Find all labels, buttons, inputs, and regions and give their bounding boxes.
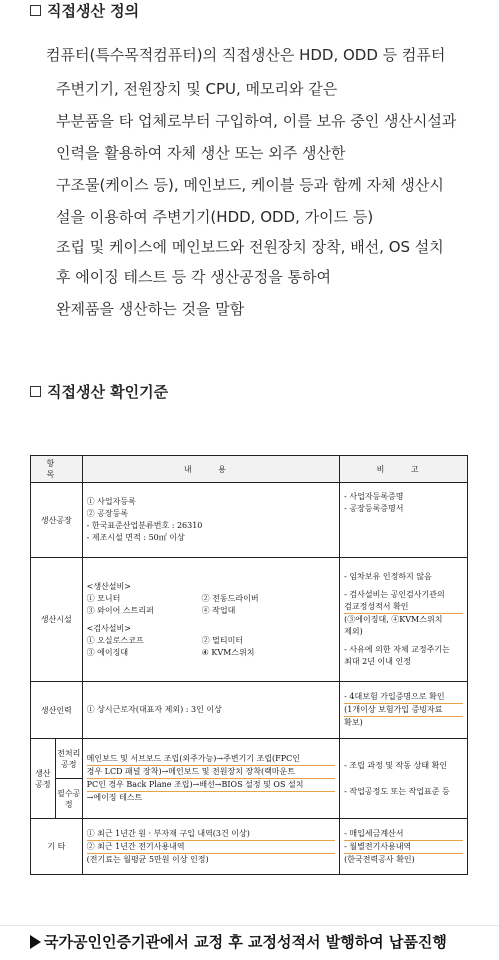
criteria-table bbox=[30, 455, 468, 875]
section-title-criteria bbox=[30, 381, 168, 402]
paragraph-line: 구조물(케이스 등), 메인보드, 케이블 등과 함께 자체 생산시 bbox=[56, 176, 444, 194]
content-line: ② 공장등록 bbox=[86, 509, 129, 518]
note-line: - 월별전기사용내역 bbox=[344, 841, 463, 854]
footer-banner bbox=[0, 925, 499, 960]
row-label: 생산시설 bbox=[31, 558, 83, 682]
row-content bbox=[82, 483, 340, 558]
table-row bbox=[31, 483, 468, 558]
content-line: - 한국표준산업분류번호 : 26310 bbox=[86, 521, 203, 530]
note-line: - 4대보험 가입증명으로 확인 bbox=[344, 691, 463, 704]
footer-divider bbox=[0, 925, 499, 926]
equipment-item: ② 멀티미터 bbox=[201, 635, 244, 645]
header-note: 비 고 bbox=[340, 456, 468, 483]
note-line: (1개이상 보험가입 증빙자료 bbox=[344, 704, 463, 717]
paragraph-line: 부분품을 타 업체로부터 구입하여, 이를 보유 중인 생산시설과 bbox=[56, 112, 457, 130]
group-heading: <생산설비> bbox=[86, 581, 131, 591]
paragraph-line: 인력을 활용하여 자체 생산 또는 외주 생산한 bbox=[56, 144, 346, 162]
note-line: - 사업자등록증명 bbox=[344, 492, 404, 501]
row-note bbox=[340, 819, 468, 875]
note-line: 확보) bbox=[344, 718, 363, 727]
paragraph-line: 컴퓨터(특수목적컴퓨터)의 직접생산은 HDD, ODD 등 컴퓨터 bbox=[46, 46, 446, 64]
content-line: PC인 경우 Back Plane 조립)→배선→BIOS 설정 및 OS 설치 bbox=[87, 779, 336, 792]
row-content bbox=[82, 682, 340, 739]
header-item: 항 목 bbox=[31, 456, 83, 483]
row-note bbox=[340, 558, 468, 682]
content-line: 경우 LCD 패널 장착)→메인보드 및 전원장치 장착(랙마운트 bbox=[87, 766, 336, 779]
footer-heading bbox=[30, 931, 447, 952]
paragraph-line: 완제품을 생산하는 것을 말함 bbox=[56, 300, 245, 318]
equipment-item: ② 전동드라이버 bbox=[201, 593, 259, 603]
row-label: 생산공장 bbox=[31, 483, 83, 558]
row-note bbox=[340, 483, 468, 558]
section-title-text: 직접생산 확인기준 bbox=[47, 383, 169, 401]
equipment-item: ① 오실로스코프 bbox=[86, 635, 144, 645]
sub-label: 전처리공정 bbox=[55, 739, 82, 779]
note-line: - 조립 과정 및 작동 상태 확인 bbox=[344, 760, 448, 770]
note-line: - 작업공정도 또는 작업표준 등 bbox=[344, 786, 450, 796]
equipment-item: ③ 와이어 스트리퍼 bbox=[86, 605, 154, 615]
note-line: - 사유에 의한 자체 교정주기는 bbox=[344, 645, 450, 654]
content-line: ① 상시근로자(대표자 제외) : 3인 이상 bbox=[86, 705, 222, 714]
footer-text: 국가공인인증기관에서 교정 후 교정성적서 발행하여 납품진행 bbox=[44, 933, 447, 951]
note-line: (한국전력공사 확인) bbox=[344, 854, 415, 864]
content-line: ② 최근 1년간 전기사용내역 bbox=[87, 841, 336, 854]
paragraph-line: 조립 및 케이스에 메인보드와 전원장치 장착, 배선, OS 설치 bbox=[56, 238, 444, 256]
note-line: - 검사설비는 공인검사기관의 bbox=[344, 590, 445, 599]
section-title-definition bbox=[30, 0, 139, 21]
row-content bbox=[82, 739, 340, 819]
content-line: ① 사업자등록 bbox=[86, 497, 136, 506]
table-row bbox=[31, 819, 468, 875]
paragraph-line: 후 에이징 테스트 등 각 생산공정을 통하여 bbox=[56, 268, 331, 286]
note-line: (③에이징대, ④KVM스위치 bbox=[344, 615, 443, 624]
table-row bbox=[31, 558, 468, 682]
equipment-item: ④ 작업대 bbox=[201, 605, 236, 615]
row-note bbox=[340, 739, 468, 819]
content-line: - 제조시설 면적 : 50㎡ 이상 bbox=[86, 533, 185, 542]
note-line: 검교정성적서 확인 bbox=[344, 601, 463, 614]
row-label: 기 타 bbox=[31, 819, 83, 875]
checkbox-square-icon bbox=[30, 5, 41, 16]
equipment-item: ① 모니터 bbox=[86, 593, 121, 603]
group-heading: <검사설비> bbox=[86, 623, 131, 633]
equipment-item: ③ 에이징대 bbox=[86, 647, 129, 657]
note-line: 최대 2년 이내 인정 bbox=[344, 657, 411, 666]
content-line: 메인보드 및 서브보드 조립(외주가능)→주변기기 조립(FPC인 bbox=[87, 753, 336, 766]
table-header-row bbox=[31, 456, 468, 483]
checkbox-square-icon bbox=[30, 386, 41, 397]
row-note bbox=[340, 682, 468, 739]
sub-label: 필수공정 bbox=[55, 779, 82, 819]
note-line: - 공장등록증명서 bbox=[344, 504, 404, 513]
content-line: (전기료는 월평균 5만원 이상 인정) bbox=[86, 854, 209, 864]
content-line: →에이징 테스트 bbox=[86, 793, 143, 802]
header-content: 내 용 bbox=[82, 456, 340, 483]
row-content bbox=[82, 558, 340, 682]
equipment-item: ④ KVM스위치 bbox=[201, 647, 255, 657]
section-title-text: 직접생산 정의 bbox=[47, 2, 140, 20]
note-line: 제외) bbox=[344, 627, 363, 636]
content-line: ① 최근 1년간 원 · 부자재 구입 내역(3건 이상) bbox=[87, 828, 336, 841]
paragraph-line: 주변기기, 전원장치 및 CPU, 메모리와 같은 bbox=[56, 80, 338, 98]
paragraph-line: 설을 이용하여 주변기기(HDD, ODD, 가이드 등) bbox=[56, 208, 374, 226]
note-line: - 매입세금계산서 bbox=[344, 828, 463, 841]
triangle-right-icon bbox=[30, 935, 41, 949]
row-label: 생산공정 bbox=[31, 739, 56, 819]
table-row bbox=[31, 739, 468, 779]
row-label: 생산인력 bbox=[31, 682, 83, 739]
note-line: - 임차보유 인정하지 않음 bbox=[344, 572, 432, 581]
row-content bbox=[82, 819, 340, 875]
table-row bbox=[31, 682, 468, 739]
